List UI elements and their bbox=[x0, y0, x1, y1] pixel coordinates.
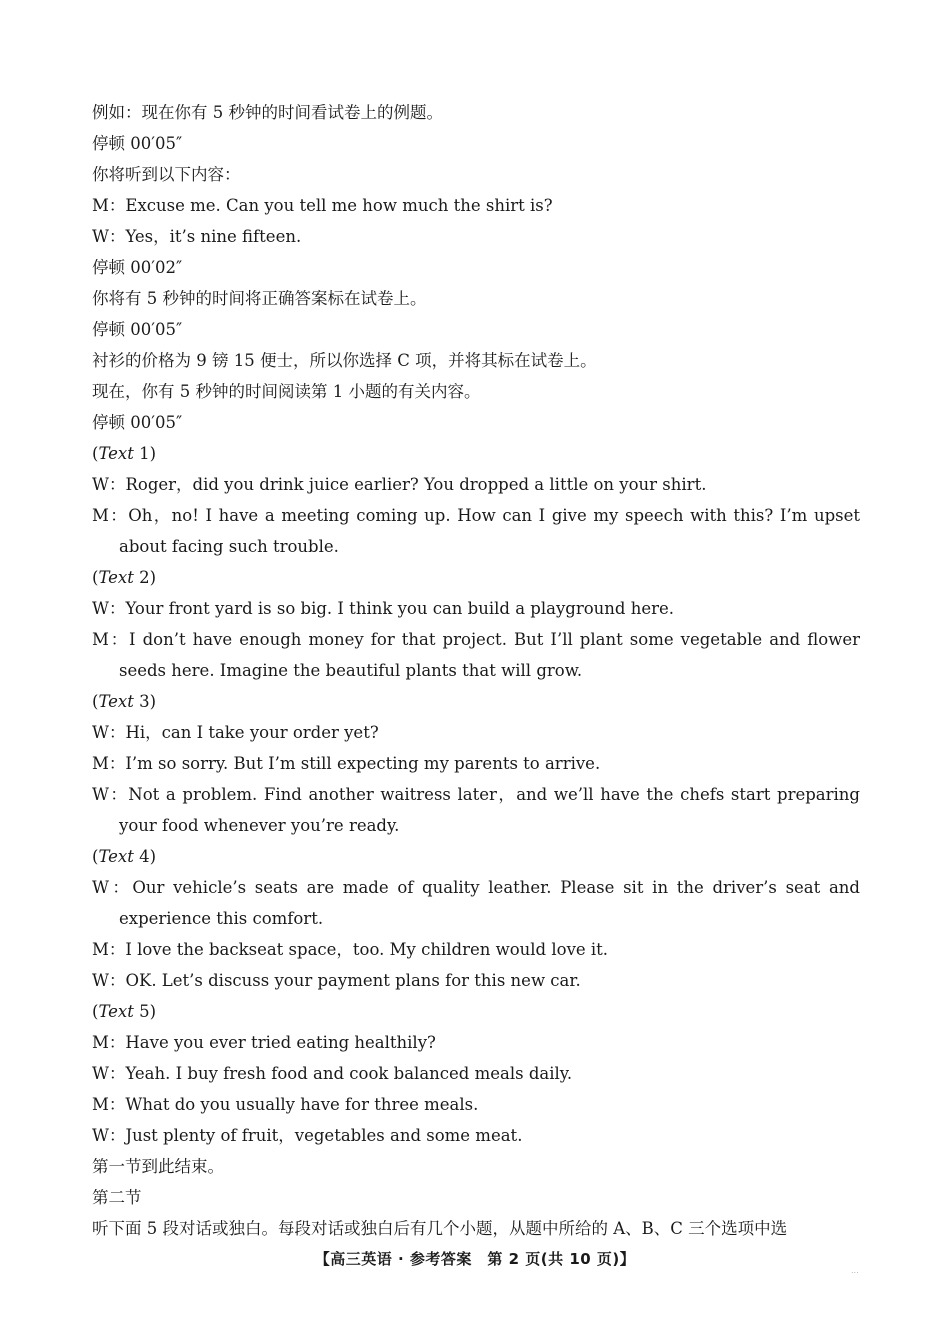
text-label: (Text 2) bbox=[92, 568, 157, 587]
text-label: (Text 5) bbox=[92, 1002, 157, 1021]
dialogue-line: W：OK. Let’s discuss your payment plans for this new car. bbox=[92, 971, 581, 990]
dialogue-line: W：Not a problem. Find another waitress later，and we’ll have the chefs start preparing your food whenever you’re ready. bbox=[92, 785, 860, 835]
dialogue-line: M：I don’t have enough money for that project. But I’ll plant some vegetable and flower seeds here. Imagine the beautiful plants that will grow. bbox=[92, 630, 860, 680]
dialogue-line: M：Excuse me. Can you tell me how much the shirt is? bbox=[92, 196, 553, 215]
text-label-number: 3 bbox=[139, 692, 150, 711]
section-heading: 第二节 bbox=[92, 1188, 142, 1207]
instruction-line: 现在，你有 5 秒钟的时间阅读第 1 小题的有关内容。 bbox=[92, 382, 481, 401]
dialogue-line: W：Hi，can I take your order yet? bbox=[92, 723, 379, 742]
text-label: (Text 3) bbox=[92, 692, 157, 711]
document-body bbox=[92, 97, 860, 1244]
instruction-line: 衬衫的价格为 9 镑 15 便士，所以你选择 C 项，并将其标在试卷上。 bbox=[92, 351, 597, 370]
pause-line: 停顿 00′05″ bbox=[92, 134, 183, 153]
text-label-number: 4 bbox=[139, 847, 150, 866]
text-label-word: Text bbox=[98, 692, 134, 711]
dialogue-line: W：Your front yard is so big. I think you can build a playground here. bbox=[92, 599, 675, 618]
dialogue-line: M：Have you ever tried eating healthily? bbox=[92, 1033, 436, 1052]
pause-line: 停顿 00′02″ bbox=[92, 258, 183, 277]
instruction-line: 你将有 5 秒钟的时间将正确答案标在试卷上。 bbox=[92, 289, 427, 308]
text-label-word: Text bbox=[98, 847, 134, 866]
text-label-number: 1 bbox=[139, 444, 150, 463]
text-label-number: 5 bbox=[139, 1002, 150, 1021]
dialogue-line: W：Roger，did you drink juice earlier? You dropped a little on your shirt. bbox=[92, 475, 707, 494]
pause-line: 停顿 00′05″ bbox=[92, 413, 183, 432]
dialogue-line: M：What do you usually have for three meals. bbox=[92, 1095, 479, 1114]
dialogue-line: M：I’m so sorry. But I’m still expecting my parents to arrive. bbox=[92, 754, 601, 773]
text-label: (Text 4) bbox=[92, 847, 157, 866]
instruction-line: 听下面 5 段对话或独白。每段对话或独白后有几个小题，从题中所给的 A、B、C 三个选项中选 bbox=[92, 1219, 788, 1238]
dialogue-line: W：Just plenty of fruit，vegetables and some meat. bbox=[92, 1126, 523, 1145]
corner-mark: ... bbox=[851, 1266, 859, 1275]
text-label: (Text 1) bbox=[92, 444, 157, 463]
text-label-word: Text bbox=[98, 1002, 134, 1021]
section-end-line: 第一节到此结束。 bbox=[92, 1157, 224, 1176]
dialogue-line: W：Yeah. I buy fresh food and cook balanced meals daily. bbox=[92, 1064, 573, 1083]
instruction-line: 例如：现在你有 5 秒钟的时间看试卷上的例题。 bbox=[92, 103, 443, 122]
pause-line: 停顿 00′05″ bbox=[92, 320, 183, 339]
instruction-line: 你将听到以下内容： bbox=[92, 165, 241, 184]
text-label-number: 2 bbox=[139, 568, 150, 587]
dialogue-line: M：I love the backseat space，too. My children would love it. bbox=[92, 940, 609, 959]
dialogue-line: W：Yes，it’s nine fifteen. bbox=[92, 227, 302, 246]
dialogue-line: W：Our vehicle’s seats are made of quality leather. Please sit in the driver’s seat and experience this comfort. bbox=[92, 878, 860, 928]
dialogue-line: M：Oh，no! I have a meeting coming up. How can I give my speech with this? I’m upset about facing such trouble. bbox=[92, 506, 860, 556]
page-footer: 【高三英语 · 参考答案 第 2 页(共 10 页)】 bbox=[314, 1250, 636, 1268]
text-label-word: Text bbox=[98, 444, 134, 463]
text-label-word: Text bbox=[98, 568, 134, 587]
